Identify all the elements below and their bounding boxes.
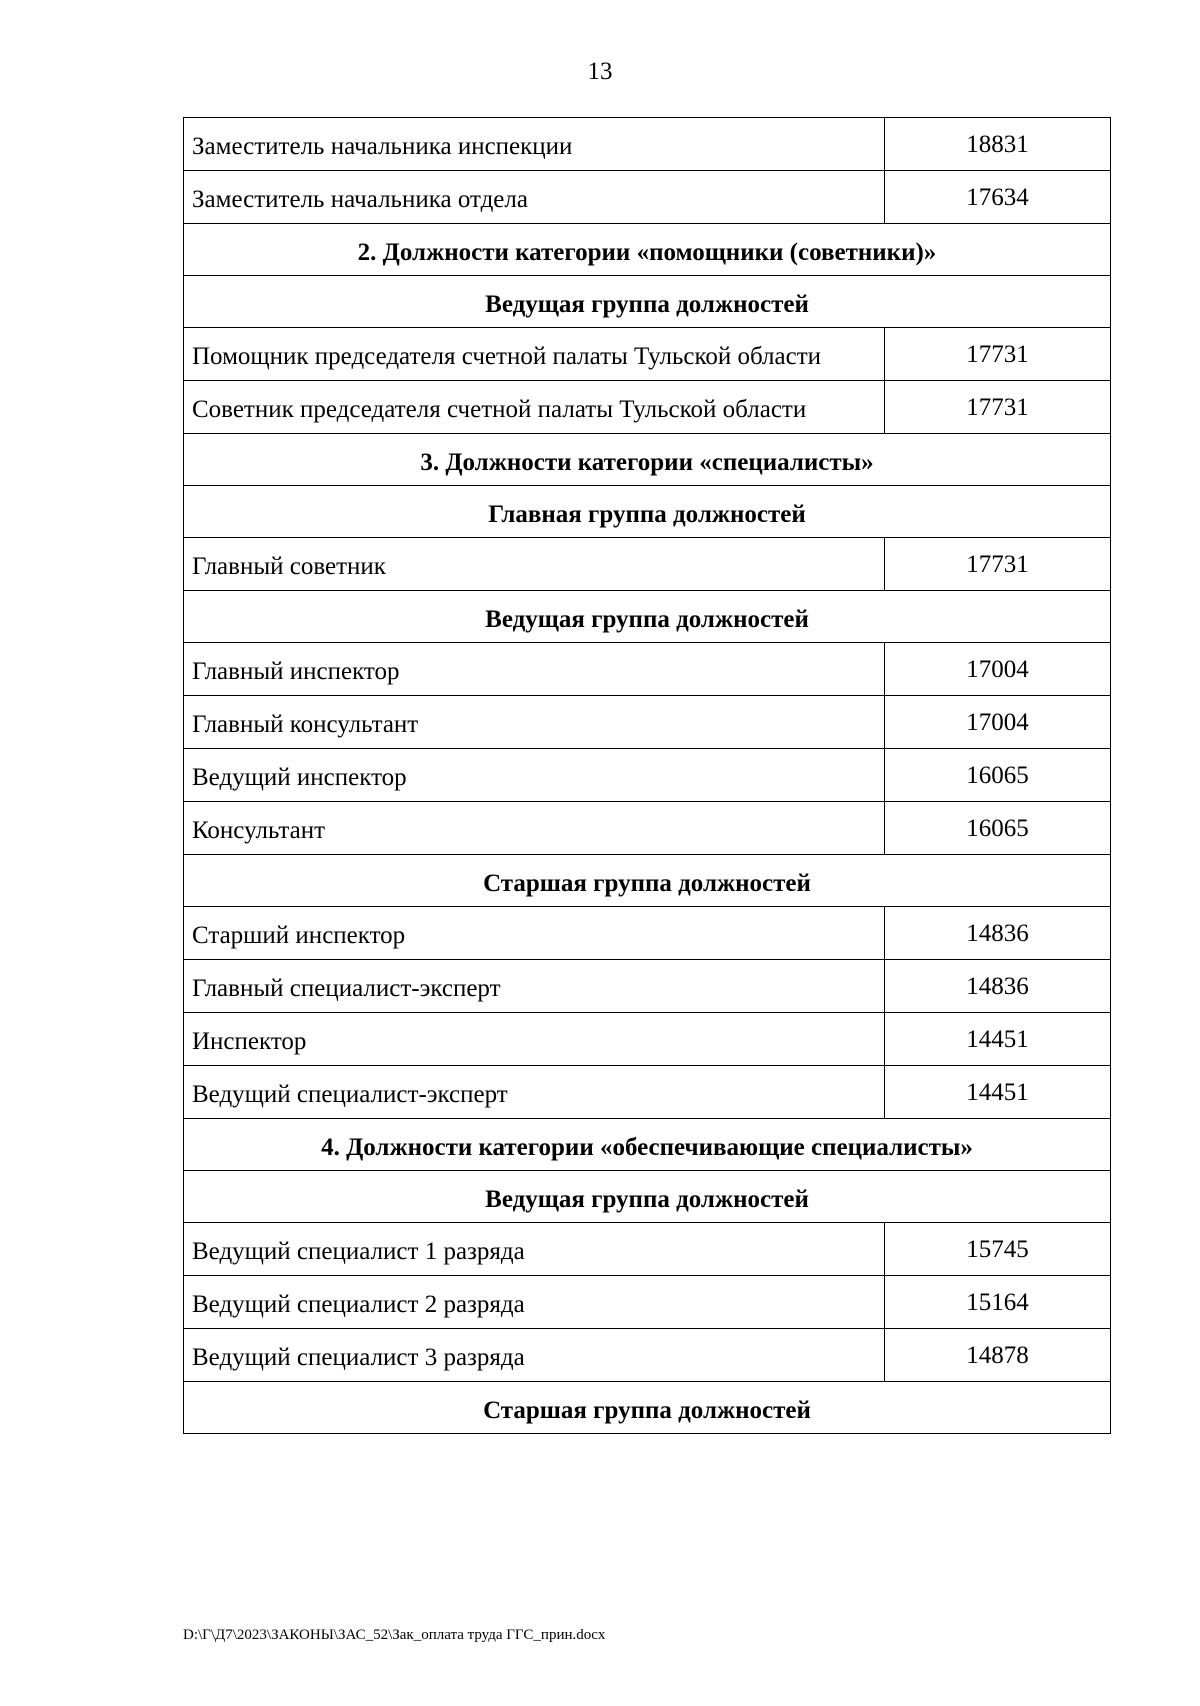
table-row	[184, 643, 1111, 696]
table-row	[184, 1329, 1111, 1382]
position-name-cell: Инспектор	[184, 1013, 885, 1066]
salary-value-cell: 17004	[885, 643, 1111, 696]
position-name-cell: Старший инспектор	[184, 907, 885, 960]
salary-value-cell: 14836	[885, 907, 1111, 960]
salary-value-cell: 17731	[885, 381, 1111, 434]
salary-value-cell: 16065	[885, 802, 1111, 855]
position-name-cell: Помощник председателя счетной палаты Тульской области	[184, 328, 885, 381]
table-row	[184, 381, 1111, 434]
table-row	[184, 1276, 1111, 1329]
salary-table	[183, 117, 1111, 1434]
section-header: Ведущая группа должностей	[184, 276, 1111, 328]
position-name-cell: Главный инспектор	[184, 643, 885, 696]
section-header: 4. Должности категории «обеспечивающие специалисты»	[184, 1119, 1111, 1171]
section-header-row	[184, 486, 1111, 538]
section-header: Старшая группа должностей	[184, 1382, 1111, 1434]
salary-value-cell: 16065	[885, 749, 1111, 802]
table-row	[184, 749, 1111, 802]
section-header-row	[184, 434, 1111, 486]
position-name-cell: Консультант	[184, 802, 885, 855]
file-path-footer: D:\Г\Д7\2023\ЗАКОНЫ\ЗАС_52\Зак_оплата труда ГГС_прин.docx	[183, 1627, 606, 1643]
section-header-row	[184, 224, 1111, 276]
salary-value-cell: 17634	[885, 171, 1111, 224]
table-row	[184, 118, 1111, 171]
salary-value-cell: 17731	[885, 538, 1111, 591]
position-name-cell: Заместитель начальника отдела	[184, 171, 885, 224]
salary-value-cell: 17004	[885, 696, 1111, 749]
position-name-cell: Главный специалист-эксперт	[184, 960, 885, 1013]
section-header: 2. Должности категории «помощники (советники)»	[184, 224, 1111, 276]
salary-value-cell: 14878	[885, 1329, 1111, 1382]
table-row	[184, 1223, 1111, 1276]
section-header-row	[184, 1119, 1111, 1171]
salary-value-cell: 18831	[885, 118, 1111, 171]
table-row	[184, 538, 1111, 591]
position-name-cell: Главный советник	[184, 538, 885, 591]
section-header: Главная группа должностей	[184, 486, 1111, 538]
salary-value-cell: 15164	[885, 1276, 1111, 1329]
table-row	[184, 696, 1111, 749]
section-header-row	[184, 276, 1111, 328]
position-name-cell: Ведущий специалист 3 разряда	[184, 1329, 885, 1382]
section-header: Ведущая группа должностей	[184, 1171, 1111, 1223]
position-name-cell: Советник председателя счетной палаты Тульской области	[184, 381, 885, 434]
section-header: Ведущая группа должностей	[184, 591, 1111, 643]
section-header-row	[184, 1171, 1111, 1223]
salary-table-body	[184, 118, 1111, 1434]
salary-value-cell: 14451	[885, 1013, 1111, 1066]
salary-value-cell: 14836	[885, 960, 1111, 1013]
page-number: 13	[587, 58, 613, 85]
salary-value-cell: 17731	[885, 328, 1111, 381]
table-row	[184, 907, 1111, 960]
salary-value-cell: 14451	[885, 1066, 1111, 1119]
table-row	[184, 171, 1111, 224]
position-name-cell: Ведущий специалист 2 разряда	[184, 1276, 885, 1329]
section-header: Старшая группа должностей	[184, 855, 1111, 907]
table-row	[184, 328, 1111, 381]
salary-value-cell: 15745	[885, 1223, 1111, 1276]
table-row	[184, 1066, 1111, 1119]
section-header: 3. Должности категории «специалисты»	[184, 434, 1111, 486]
table-row	[184, 1013, 1111, 1066]
position-name-cell: Главный консультант	[184, 696, 885, 749]
section-header-row	[184, 1382, 1111, 1434]
position-name-cell: Ведущий специалист-эксперт	[184, 1066, 885, 1119]
table-row	[184, 960, 1111, 1013]
position-name-cell: Ведущий специалист 1 разряда	[184, 1223, 885, 1276]
table-row	[184, 802, 1111, 855]
position-name-cell: Заместитель начальника инспекции	[184, 118, 885, 171]
section-header-row	[184, 855, 1111, 907]
position-name-cell: Ведущий инспектор	[184, 749, 885, 802]
section-header-row	[184, 591, 1111, 643]
